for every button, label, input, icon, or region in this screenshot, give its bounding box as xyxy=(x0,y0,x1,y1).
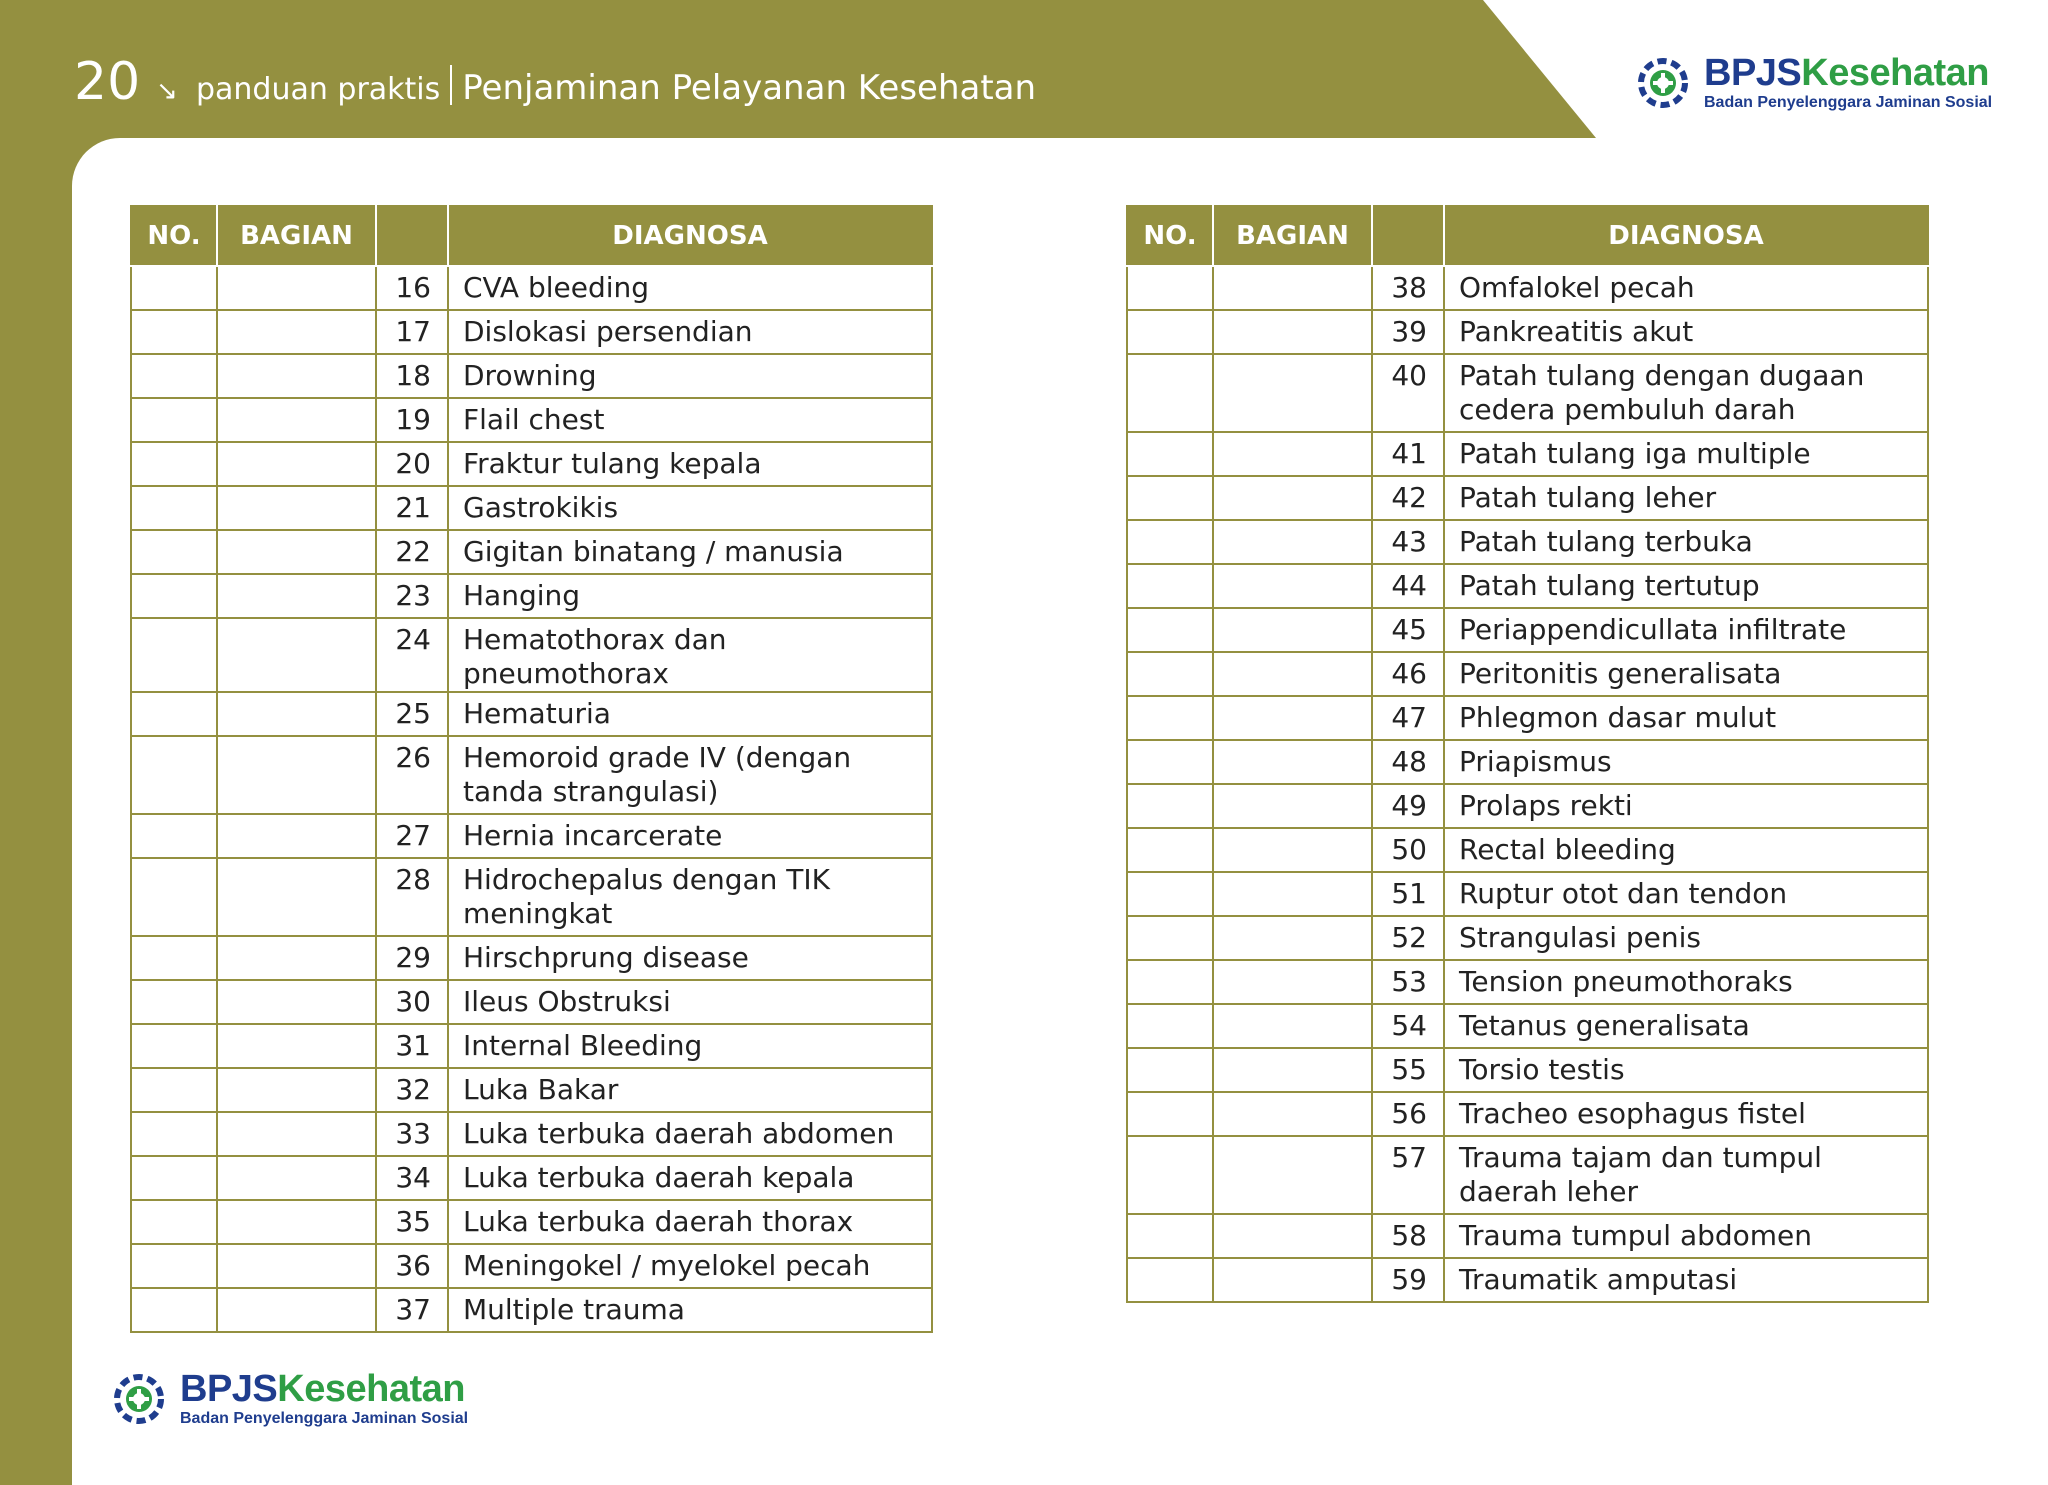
cell-diagnosa: Patah tulang tertutup xyxy=(1444,564,1928,608)
cell-diagnosa: Hidrochepalus dengan TIK meningkat xyxy=(448,858,932,936)
cell-bagian xyxy=(1213,784,1372,828)
cell-no xyxy=(131,618,217,692)
cell-number: 20 xyxy=(376,442,448,486)
table-row xyxy=(1127,310,1928,354)
bpjs-logo-bottom xyxy=(112,1370,468,1427)
cell-bagian xyxy=(217,618,376,692)
cell-bagian xyxy=(1213,1258,1372,1302)
cell-number: 56 xyxy=(1372,1092,1444,1136)
cell-no xyxy=(131,1156,217,1200)
cell-number: 50 xyxy=(1372,828,1444,872)
cell-bagian xyxy=(217,442,376,486)
table-row xyxy=(131,1200,932,1244)
cell-diagnosa: CVA bleeding xyxy=(448,266,932,310)
cell-diagnosa: Luka terbuka daerah abdomen xyxy=(448,1112,932,1156)
cell-bagian xyxy=(217,1200,376,1244)
cell-no xyxy=(131,858,217,936)
cell-number: 59 xyxy=(1372,1258,1444,1302)
cell-number: 27 xyxy=(376,814,448,858)
cell-number: 55 xyxy=(1372,1048,1444,1092)
cell-diagnosa: Periappendicullata infiltrate xyxy=(1444,608,1928,652)
cell-diagnosa: Tetanus generalisata xyxy=(1444,1004,1928,1048)
cell-bagian xyxy=(1213,960,1372,1004)
cell-no xyxy=(1127,1048,1213,1092)
logo-bpjs: BPJS xyxy=(180,1368,278,1410)
cell-diagnosa: Gigitan binatang / manusia xyxy=(448,530,932,574)
cell-no xyxy=(131,266,217,310)
cell-no xyxy=(131,1200,217,1244)
table-row xyxy=(1127,872,1928,916)
cell-diagnosa: Tracheo esophagus fistel xyxy=(1444,1092,1928,1136)
cell-no xyxy=(1127,960,1213,1004)
table-row xyxy=(131,936,932,980)
cell-bagian xyxy=(1213,872,1372,916)
cell-diagnosa: Patah tulang leher xyxy=(1444,476,1928,520)
cell-number: 33 xyxy=(376,1112,448,1156)
logo-kesehatan: Kesehatan xyxy=(277,1368,465,1410)
cell-number: 24 xyxy=(376,618,448,692)
cell-bagian xyxy=(217,574,376,618)
bpjs-emblem-icon xyxy=(112,1372,166,1426)
table-header-row xyxy=(1127,206,1928,266)
table-row xyxy=(1127,652,1928,696)
table-row xyxy=(1127,1048,1928,1092)
table-row xyxy=(1127,1136,1928,1214)
table-row xyxy=(1127,740,1928,784)
cell-no xyxy=(1127,310,1213,354)
cell-no xyxy=(131,530,217,574)
cell-bagian xyxy=(217,736,376,814)
cell-number: 42 xyxy=(1372,476,1444,520)
cell-bagian xyxy=(217,530,376,574)
table-row xyxy=(131,486,932,530)
cell-diagnosa: Priapismus xyxy=(1444,740,1928,784)
table-row xyxy=(131,1156,932,1200)
cell-no xyxy=(131,1244,217,1288)
cell-no xyxy=(131,1288,217,1332)
cell-bagian xyxy=(1213,740,1372,784)
table-row xyxy=(131,736,932,814)
table-row xyxy=(131,574,932,618)
cell-no xyxy=(1127,476,1213,520)
cell-bagian xyxy=(217,1024,376,1068)
cell-bagian xyxy=(1213,916,1372,960)
cell-number: 26 xyxy=(376,736,448,814)
page-header-left xyxy=(74,52,1036,132)
cell-number: 31 xyxy=(376,1024,448,1068)
cell-diagnosa: Omfalokel pecah xyxy=(1444,266,1928,310)
cell-no xyxy=(131,486,217,530)
cell-no xyxy=(1127,432,1213,476)
cell-number: 52 xyxy=(1372,916,1444,960)
logo-text xyxy=(180,1370,468,1427)
cell-bagian xyxy=(217,1156,376,1200)
table-row xyxy=(131,618,932,692)
cell-no xyxy=(131,692,217,736)
cell-bagian xyxy=(217,1244,376,1288)
cell-no xyxy=(1127,696,1213,740)
cell-bagian xyxy=(1213,520,1372,564)
cell-number: 57 xyxy=(1372,1136,1444,1214)
table-row xyxy=(131,858,932,936)
table-row xyxy=(131,1068,932,1112)
cell-bagian xyxy=(1213,696,1372,740)
cell-diagnosa: Rectal bleeding xyxy=(1444,828,1928,872)
cell-bagian xyxy=(1213,266,1372,310)
cell-no xyxy=(1127,1136,1213,1214)
cell-bagian xyxy=(217,692,376,736)
diagnosa-table-right xyxy=(1126,205,1929,1303)
table-row xyxy=(1127,476,1928,520)
cell-number: 46 xyxy=(1372,652,1444,696)
cell-no xyxy=(1127,1258,1213,1302)
cell-diagnosa: Phlegmon dasar mulut xyxy=(1444,696,1928,740)
cell-bagian xyxy=(1213,432,1372,476)
cell-bagian xyxy=(217,266,376,310)
cell-bagian xyxy=(1213,1004,1372,1048)
cell-diagnosa: Hemoroid grade IV (dengan tanda strangulasi) xyxy=(448,736,932,814)
cell-bagian xyxy=(1213,1214,1372,1258)
cell-diagnosa: Multiple trauma xyxy=(448,1288,932,1332)
table-header-row xyxy=(131,206,932,266)
table-row xyxy=(1127,784,1928,828)
footer-series: panduan praktis xyxy=(1023,1388,1269,1423)
logo-text xyxy=(1704,54,1992,111)
cell-diagnosa: Luka Bakar xyxy=(448,1068,932,1112)
cell-diagnosa: Torsio testis xyxy=(1444,1048,1928,1092)
cell-diagnosa: Tension pneumothoraks xyxy=(1444,960,1928,1004)
cell-no xyxy=(131,354,217,398)
table-row xyxy=(131,1024,932,1068)
table-row xyxy=(131,530,932,574)
cell-number: 32 xyxy=(376,1068,448,1112)
cell-diagnosa: Gastrokikis xyxy=(448,486,932,530)
cell-no xyxy=(1127,608,1213,652)
cell-number: 34 xyxy=(376,1156,448,1200)
cell-diagnosa: Patah tulang iga multiple xyxy=(1444,432,1928,476)
logo-subtitle: Badan Penyelenggara Jaminan Sosial xyxy=(1704,94,1993,111)
table-row xyxy=(1127,1092,1928,1136)
table-row xyxy=(1127,1004,1928,1048)
cell-number: 38 xyxy=(1372,266,1444,310)
cell-diagnosa: Traumatik amputasi xyxy=(1444,1258,1928,1302)
table-row xyxy=(1127,1214,1928,1258)
cell-number: 23 xyxy=(376,574,448,618)
bpjs-emblem-icon xyxy=(1636,56,1690,110)
cell-diagnosa: Patah tulang terbuka xyxy=(1444,520,1928,564)
page-number-left: 20 xyxy=(74,52,141,112)
cell-bagian xyxy=(217,354,376,398)
table-row xyxy=(1127,696,1928,740)
logo-title xyxy=(1704,54,1992,92)
cell-bagian xyxy=(217,398,376,442)
cell-diagnosa: Hernia incarcerate xyxy=(448,814,932,858)
cell-number: 39 xyxy=(1372,310,1444,354)
col-header-bagian: BAGIAN xyxy=(1213,206,1372,266)
cell-bagian xyxy=(217,310,376,354)
cell-no xyxy=(131,980,217,1024)
col-header-diagnosa: DIAGNOSA xyxy=(448,206,932,266)
footer-divider xyxy=(1278,1381,1280,1421)
cell-number: 53 xyxy=(1372,960,1444,1004)
cell-bagian xyxy=(217,980,376,1024)
cell-no xyxy=(1127,520,1213,564)
cell-diagnosa: Meningokel / myelokel pecah xyxy=(448,1244,932,1288)
cell-diagnosa: Flail chest xyxy=(448,398,932,442)
cell-number: 45 xyxy=(1372,608,1444,652)
arrow-down-right-icon: ↘ xyxy=(1888,1392,1910,1422)
cell-diagnosa: Hanging xyxy=(448,574,932,618)
cell-diagnosa: Hematothorax dan pneumothorax xyxy=(448,618,932,692)
table-row xyxy=(1127,564,1928,608)
cell-bagian xyxy=(1213,354,1372,432)
cell-diagnosa: Luka terbuka daerah thorax xyxy=(448,1200,932,1244)
cell-diagnosa: Pankreatitis akut xyxy=(1444,310,1928,354)
table-row xyxy=(1127,828,1928,872)
cell-no xyxy=(1127,828,1213,872)
cell-bagian xyxy=(217,936,376,980)
cell-number: 28 xyxy=(376,858,448,936)
cell-no xyxy=(131,814,217,858)
cell-bagian xyxy=(1213,608,1372,652)
cell-number: 48 xyxy=(1372,740,1444,784)
page-footer-right xyxy=(1024,1368,1990,1428)
table-row xyxy=(1127,266,1928,310)
col-header-no: NO. xyxy=(1127,206,1213,266)
table-row xyxy=(131,266,932,310)
cell-no xyxy=(1127,872,1213,916)
cell-bagian xyxy=(217,858,376,936)
cell-no xyxy=(131,936,217,980)
cell-number: 25 xyxy=(376,692,448,736)
cell-bagian xyxy=(1213,310,1372,354)
cell-number: 29 xyxy=(376,936,448,980)
cell-number: 18 xyxy=(376,354,448,398)
logo-title xyxy=(180,1370,468,1408)
cell-number: 35 xyxy=(376,1200,448,1244)
cell-no xyxy=(1127,354,1213,432)
cell-diagnosa: Fraktur tulang kepala xyxy=(448,442,932,486)
cell-number: 22 xyxy=(376,530,448,574)
cell-no xyxy=(131,442,217,486)
cell-number: 37 xyxy=(376,1288,448,1332)
table-row xyxy=(131,980,932,1024)
cell-diagnosa: Ileus Obstruksi xyxy=(448,980,932,1024)
header-series: panduan praktis xyxy=(195,72,441,107)
cell-bagian xyxy=(217,1068,376,1112)
cell-no xyxy=(1127,652,1213,696)
cell-number: 43 xyxy=(1372,520,1444,564)
cell-diagnosa: Drowning xyxy=(448,354,932,398)
table-row xyxy=(1127,354,1928,432)
table-row xyxy=(131,442,932,486)
cell-number: 17 xyxy=(376,310,448,354)
cell-no xyxy=(131,736,217,814)
bpjs-logo-top xyxy=(1636,54,1992,111)
table-row xyxy=(1127,520,1928,564)
cell-number: 21 xyxy=(376,486,448,530)
col-header-no: NO. xyxy=(131,206,217,266)
cell-no xyxy=(1127,1004,1213,1048)
cell-number: 54 xyxy=(1372,1004,1444,1048)
cell-bagian xyxy=(1213,652,1372,696)
cell-number: 36 xyxy=(376,1244,448,1288)
cell-diagnosa: Hematuria xyxy=(448,692,932,736)
cell-diagnosa: Strangulasi penis xyxy=(1444,916,1928,960)
col-header-diagnosa: DIAGNOSA xyxy=(1444,206,1928,266)
logo-subtitle: Badan Penyelenggara Jaminan Sosial xyxy=(180,1410,469,1427)
table-row xyxy=(131,692,932,736)
table-row xyxy=(131,1288,932,1332)
cell-no xyxy=(131,1024,217,1068)
table-row xyxy=(131,354,932,398)
cell-diagnosa: Ruptur otot dan tendon xyxy=(1444,872,1928,916)
cell-diagnosa: Prolaps rekti xyxy=(1444,784,1928,828)
cell-bagian xyxy=(1213,1048,1372,1092)
table-row xyxy=(1127,916,1928,960)
cell-bagian xyxy=(1213,476,1372,520)
cell-bagian xyxy=(1213,1092,1372,1136)
cell-number: 19 xyxy=(376,398,448,442)
diagnosa-table-left xyxy=(130,205,933,1333)
cell-bagian xyxy=(1213,564,1372,608)
cell-number: 44 xyxy=(1372,564,1444,608)
cell-number: 49 xyxy=(1372,784,1444,828)
table-row xyxy=(131,398,932,442)
cell-bagian xyxy=(217,814,376,858)
cell-no xyxy=(131,1068,217,1112)
cell-bagian xyxy=(217,1288,376,1332)
cell-number: 41 xyxy=(1372,432,1444,476)
cell-number: 58 xyxy=(1372,1214,1444,1258)
cell-no xyxy=(131,1112,217,1156)
header-divider xyxy=(450,65,452,105)
cell-diagnosa: Trauma tumpul abdomen xyxy=(1444,1214,1928,1258)
table-row xyxy=(1127,432,1928,476)
cell-bagian xyxy=(1213,1136,1372,1214)
cell-number: 30 xyxy=(376,980,448,1024)
cell-no xyxy=(1127,1214,1213,1258)
cell-number: 47 xyxy=(1372,696,1444,740)
cell-no xyxy=(1127,1092,1213,1136)
cell-no xyxy=(1127,784,1213,828)
logo-kesehatan: Kesehatan xyxy=(1801,52,1989,94)
cell-number: 16 xyxy=(376,266,448,310)
cell-diagnosa: Peritonitis generalisata xyxy=(1444,652,1928,696)
cell-bagian xyxy=(217,486,376,530)
cell-no xyxy=(1127,266,1213,310)
table-row xyxy=(1127,608,1928,652)
header-title: Penjaminan Pelayanan Kesehatan xyxy=(462,68,1037,108)
col-header-bagian: BAGIAN xyxy=(217,206,376,266)
cell-no xyxy=(131,398,217,442)
cell-no xyxy=(131,574,217,618)
cell-diagnosa: Trauma tajam dan tumpul daerah leher xyxy=(1444,1136,1928,1214)
table-row xyxy=(1127,960,1928,1004)
page-number-right: 21 xyxy=(1923,1368,1990,1428)
cell-no xyxy=(131,310,217,354)
cell-diagnosa: Patah tulang dengan dugaan cedera pembuluh darah xyxy=(1444,354,1928,432)
cell-diagnosa: Internal Bleeding xyxy=(448,1024,932,1068)
cell-number: 51 xyxy=(1372,872,1444,916)
cell-number: 40 xyxy=(1372,354,1444,432)
table-row xyxy=(131,1244,932,1288)
cell-bagian xyxy=(217,1112,376,1156)
cell-no xyxy=(1127,916,1213,960)
cell-diagnosa: Dislokasi persendian xyxy=(448,310,932,354)
cell-no xyxy=(1127,564,1213,608)
cell-no xyxy=(1127,740,1213,784)
table-row xyxy=(131,1112,932,1156)
table-row xyxy=(131,814,932,858)
table-row xyxy=(131,310,932,354)
cell-diagnosa: Hirschprung disease xyxy=(448,936,932,980)
arrow-down-right-icon: ↘ xyxy=(156,76,178,106)
logo-bpjs: BPJS xyxy=(1704,52,1802,94)
table-row xyxy=(1127,1258,1928,1302)
col-header-number xyxy=(376,206,448,266)
cell-diagnosa: Luka terbuka daerah kepala xyxy=(448,1156,932,1200)
cell-bagian xyxy=(1213,828,1372,872)
col-header-number xyxy=(1372,206,1444,266)
footer-title: Penjaminan Pelayanan Kesehatan xyxy=(1290,1384,1865,1424)
